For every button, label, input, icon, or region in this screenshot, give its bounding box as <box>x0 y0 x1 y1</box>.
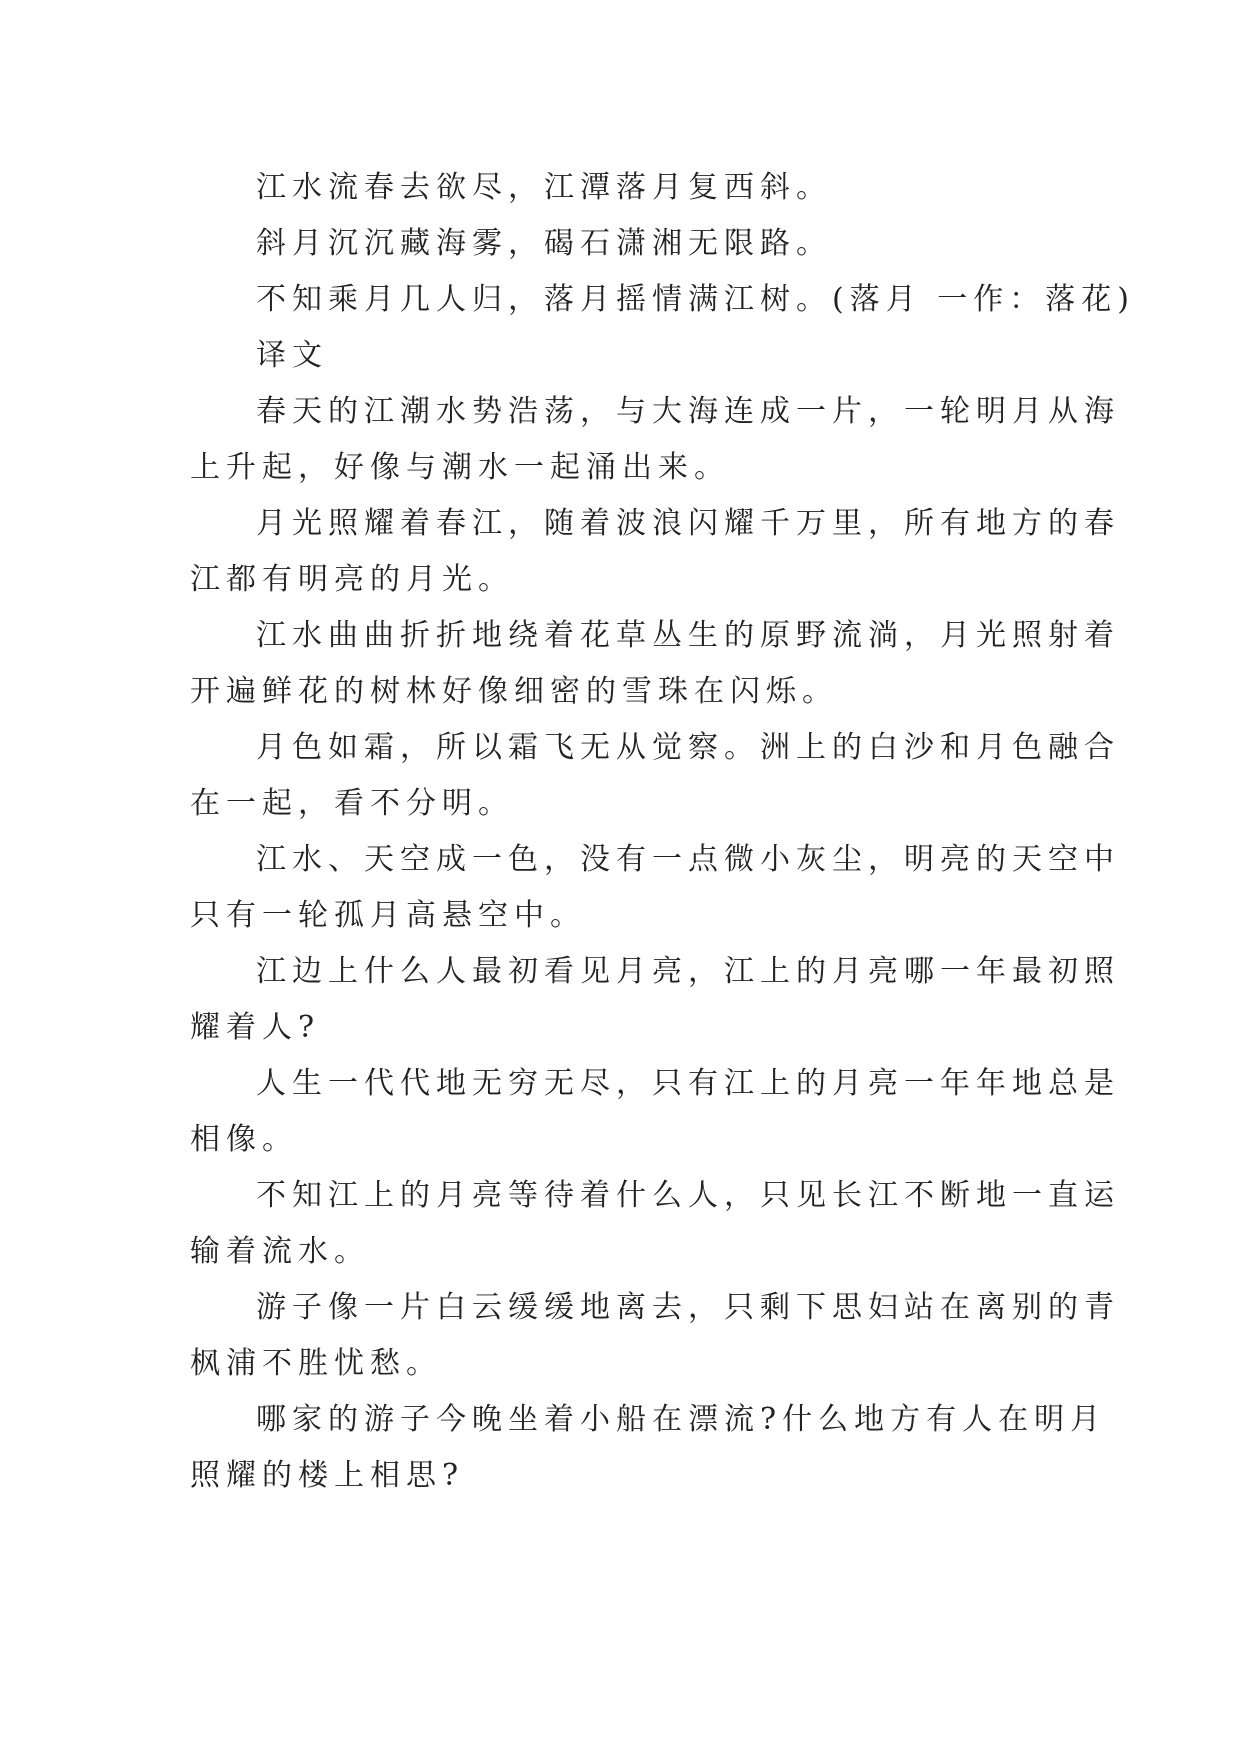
paragraph-line: 上升起，好像与潮水一起涌出来。 <box>190 450 730 485</box>
paragraph-line: 照耀的楼上相思? <box>190 1458 465 1493</box>
translation-paragraph <box>190 1280 1120 1392</box>
translation-paragraph <box>190 496 1120 608</box>
paragraph-line: 不知江上的月亮等待着什么人，只见长江不断地一直运 <box>256 1178 1120 1213</box>
translation-paragraph <box>190 720 1120 832</box>
document-body <box>190 160 1135 1504</box>
paragraph-line: 江边上什么人最初看见月亮，江上的月亮哪一年最初照 <box>256 954 1120 989</box>
paragraph-line: 在一起，看不分明。 <box>190 786 514 821</box>
paragraph-line: 开遍鲜花的树林好像细密的雪珠在闪烁。 <box>190 674 838 709</box>
poem-line: 江水流春去欲尽，江潭落月复西斜。 <box>256 170 832 205</box>
translation-paragraph <box>190 384 1120 496</box>
paragraph-line: 江水曲曲折折地绕着花草丛生的原野流淌，月光照射着 <box>256 618 1120 653</box>
translation-paragraph <box>190 832 1120 944</box>
paragraph-line: 江都有明亮的月光。 <box>190 562 514 597</box>
paragraph-line: 只有一轮孤月高悬空中。 <box>190 898 586 933</box>
paragraph-line: 哪家的游子今晚坐着小船在漂流?什么地方有人在明月 <box>256 1402 1107 1437</box>
paragraph-line: 枫浦不胜忧愁。 <box>190 1346 442 1381</box>
translation-paragraph <box>190 1168 1120 1280</box>
section-heading: 译文 <box>256 338 328 373</box>
translation-paragraph <box>190 944 1120 1056</box>
paragraph-line: 游子像一片白云缓缓地离去，只剩下思妇站在离别的青 <box>256 1290 1120 1325</box>
paragraph-line: 月色如霜，所以霜飞无从觉察。洲上的白沙和月色融合 <box>256 730 1120 765</box>
poem-line: 不知乘月几人归，落月摇情满江树。(落月 一作：落花) <box>256 282 1135 317</box>
paragraph-line: 春天的江潮水势浩荡，与大海连成一片，一轮明月从海 <box>256 394 1120 429</box>
paragraph-line: 江水、天空成一色，没有一点微小灰尘，明亮的天空中 <box>256 842 1120 877</box>
poem-line: 斜月沉沉藏海雾，碣石潇湘无限路。 <box>256 226 832 261</box>
paragraph-line: 人生一代代地无穷无尽，只有江上的月亮一年年地总是 <box>256 1066 1120 1101</box>
translation-paragraph <box>190 608 1120 720</box>
translation-paragraph <box>190 1392 1107 1504</box>
paragraph-line: 月光照耀着春江，随着波浪闪耀千万里，所有地方的春 <box>256 506 1120 541</box>
translation-paragraph <box>190 1056 1120 1168</box>
paragraph-line: 耀着人? <box>190 1010 321 1045</box>
paragraph-line: 相像。 <box>190 1122 298 1157</box>
paragraph-line: 输着流水。 <box>190 1234 370 1269</box>
